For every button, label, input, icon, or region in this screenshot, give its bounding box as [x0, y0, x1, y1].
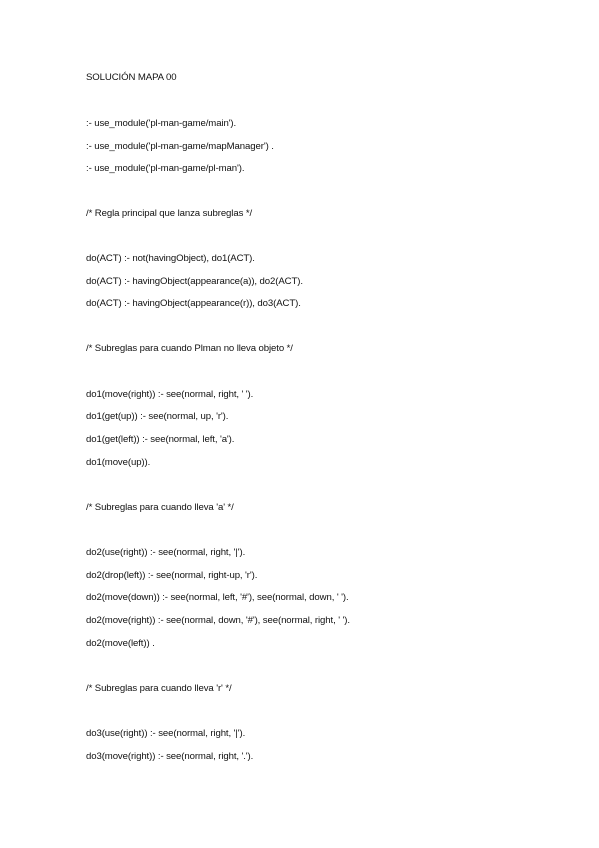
do2-rule-line: do2(move(right)) :- see(normal, down, '#'), see(normal, right, ' ').: [86, 615, 350, 626]
do1-rule-line: do1(move(right)) :- see(normal, right, ' ').: [86, 389, 254, 400]
do3-comment: /* Subreglas para cuando lleva 'r' */: [86, 683, 232, 694]
import-line: :- use_module('pl-man-game/main').: [86, 118, 237, 129]
do2-rule-line: do2(drop(left)) :- see(normal, right-up, 'r').: [86, 570, 258, 581]
do2-rule-line: do2(use(right)) :- see(normal, right, '|').: [86, 547, 246, 558]
do3-rule-line: do3(move(right)) :- see(normal, right, '.').: [86, 751, 254, 762]
do2-rule-line: do2(move(left)) .: [86, 638, 155, 649]
do1-rule-line: do1(get(up)) :- see(normal, up, 'r').: [86, 411, 229, 422]
do3-rule-line: do3(use(right)) :- see(normal, right, '|').: [86, 728, 246, 739]
do1-comment: /* Subreglas para cuando Plman no lleva objeto */: [86, 343, 293, 354]
import-line: :- use_module('pl-man-game/mapManager') .: [86, 141, 274, 152]
main-rule-comment: /* Regla principal que lanza subreglas */: [86, 208, 253, 219]
import-line: :- use_module('pl-man-game/pl-man').: [86, 163, 245, 174]
document-title: SOLUCIÓN MAPA 00: [86, 72, 177, 83]
main-rule-line: do(ACT) :- not(havingObject), do1(ACT).: [86, 253, 255, 264]
do1-rule-line: do1(get(left)) :- see(normal, left, 'a').: [86, 434, 235, 445]
do2-rule-line: do2(move(down)) :- see(normal, left, '#'), see(normal, down, ' ').: [86, 592, 349, 603]
main-rule-line: do(ACT) :- havingObject(appearance(a)), do2(ACT).: [86, 276, 303, 287]
do1-rule-line: do1(move(up)).: [86, 457, 151, 468]
do2-comment: /* Subreglas para cuando lleva 'a' */: [86, 502, 234, 513]
main-rule-line: do(ACT) :- havingObject(appearance(r)), do3(ACT).: [86, 298, 301, 309]
